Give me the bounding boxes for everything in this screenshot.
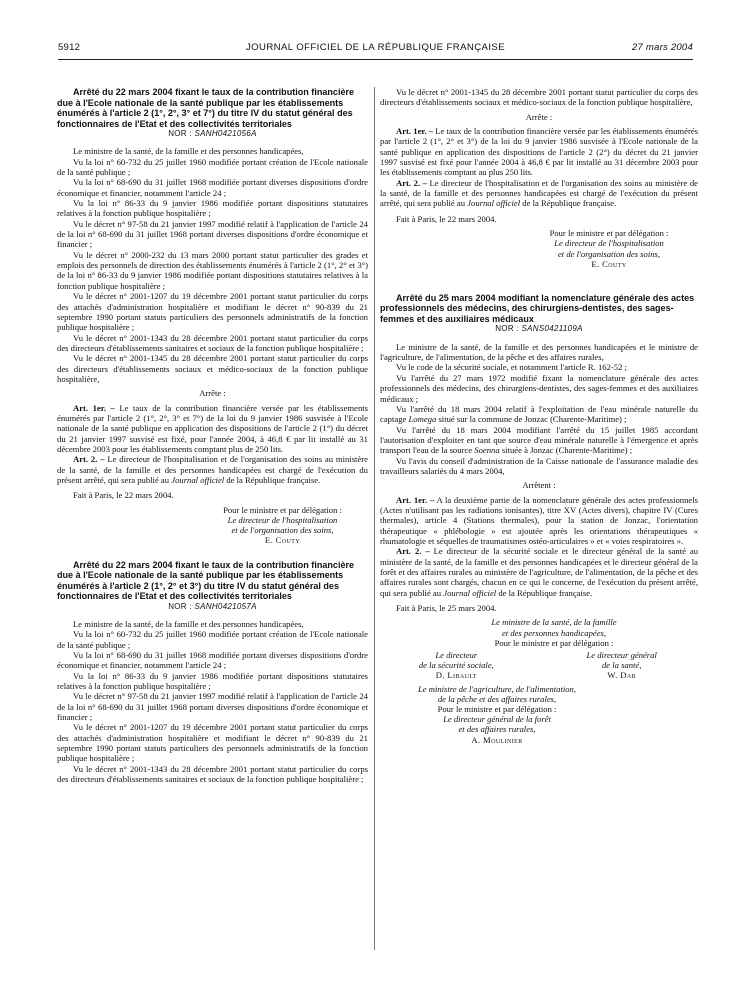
article-2 bbox=[57, 454, 368, 485]
nor-reference bbox=[57, 602, 368, 612]
decree-title: Arrêté du 22 mars 2004 fixant le taux de la contribution financière due à l'Ecole nationale de la santé publique par les établissements énumérés à l'article 2 (1°, 2° et 3°) du titre IV du statut général des fonctionnaires de l'Etat et des collectivités territoriales bbox=[57, 559, 355, 601]
article-text: de la République française. bbox=[498, 587, 593, 598]
visa-paragraph: Vu la loi n° 68-690 du 31 juillet 1968 modifiée portant diverses dispositions d'ordre économique et financier, notamment l'article 24 ; bbox=[57, 177, 368, 198]
article-text: Le taux de la contribution financière versée par les établissements énumérés par l'article 2 (1°, 2°, 3° et 7°) de la loi du 9 janvier 1986 susvisée à l'Ecole nationale de la santé publique en application des dispositions de l'article 2 (1°) du décret du 21 janvier 1997 susvisé est fixé, pour l'année 2004, à 46,8 € par lit installé au 31 décembre 2003 pour les établissements comptant plus de 250 lits. bbox=[57, 402, 369, 454]
signatory-name: E. Couty bbox=[591, 258, 627, 269]
page-header bbox=[58, 42, 693, 56]
article-1 bbox=[380, 495, 698, 547]
nor-label: NOR : bbox=[495, 324, 519, 334]
visa-paragraph: Vu la loi n° 86-33 du 9 janvier 1986 modifiée portant dispositions statutaires relatives à la fonction publique hospitalière ; bbox=[57, 198, 368, 219]
signature-function: et de l'organisation des soins, bbox=[557, 248, 661, 259]
article-label: Art. 1er. – bbox=[73, 402, 115, 413]
signature-function: Le directeur de l'hospitalisation bbox=[227, 514, 338, 525]
visa-paragraph: Le ministre de la santé, de la famille et des personnes handicapées, bbox=[73, 146, 304, 157]
visa-paragraph: Vu le décret n° 2001-1343 du 28 décembre 2001 portant statut particulier du corps des directeurs d'établissements sanitaires et sociaux de la fonction publique hospitalière ; bbox=[57, 332, 368, 353]
visa-text: Vu l'arrêté du 18 mars 2004 modifiant l'arrêté du 15 juillet 1985 accordant l'autorisation d'exploiter en tant que source d'eau minérale naturelle à l'émergence et après transport l'eau de la source bbox=[380, 424, 698, 456]
visa-paragraph: Vu le décret n° 2001-1207 du 19 décembre 2001 portant statut particulier du corps des attachés d'administration hospitalière et modifiant le décret n° 90-839 du 21 septembre 1990 portant statuts particuliers des personnels administratifs de la fonction publique hospitalière ; bbox=[57, 291, 368, 333]
arretent-heading: Arrêtent : bbox=[522, 480, 556, 491]
nor-label: NOR : bbox=[168, 601, 192, 611]
journal-officiel-ref: Journal officiel bbox=[171, 475, 225, 485]
signature-block bbox=[197, 505, 368, 546]
signature-delegation: Pour le ministre et par délégation : bbox=[549, 228, 669, 239]
signatory-name: A. Moulinier bbox=[471, 734, 523, 745]
nor-label: NOR : bbox=[168, 129, 192, 138]
decree-title: Arrêté du 22 mars 2004 fixant le taux de la contribution financière due à l'Ecole nationale de la santé publique par les établissements énumérés à l'article 2 (1°, 2°, 3° et 7°) du titre IV du statut général des fonctionnaires de l'Etat et des collectivités territoriales bbox=[57, 87, 355, 129]
article-text: Le directeur de l'hospitalisation et de l'organisation des soins au ministère de la santé, de la famille et des personnes handicapées est chargé de l'exécution du présent arrêté, qui sera publié au bbox=[380, 177, 698, 209]
signature-block bbox=[520, 228, 698, 269]
issue-date: 27 mars 2004 bbox=[631, 42, 693, 53]
signatory-name: W. Dab bbox=[607, 670, 636, 681]
decree-title: Arrêté du 25 mars 2004 modifiant la nomenclature générale des actes professionnels des médecins, des chirurgiens-dentistes, des sages-femmes et des auxiliaires médicaux bbox=[380, 292, 695, 324]
signature-ministry: de la pêche et des affaires rurales, bbox=[437, 693, 557, 704]
visa-paragraph: Vu le décret n° 97-58 du 21 janvier 1997 modifié relatif à l'application de l'article 24 de la loi n° 68-690 du 31 juillet 1968 portant diverses dispositions d'ordre économique et financier ; bbox=[57, 691, 368, 722]
date-place-line: Fait à Paris, le 22 mars 2004. bbox=[73, 490, 174, 501]
signature-left bbox=[380, 650, 533, 681]
visa-paragraph: Vu le décret n° 2000-232 du 13 mars 2000 portant statut particulier des grades et emplois des personnels de direction des établissements énumérés à l'article 2 (1°, 2° et 3°) de la loi n° 86-33 du 9 janvier 1986 modifiée portant dispositions statutaires relatives à la fonction publique hospitalière ; bbox=[57, 249, 368, 291]
arrete-sanh0421057a bbox=[57, 560, 368, 785]
signature-block-agriculture bbox=[380, 684, 698, 745]
date-place-line: Fait à Paris, le 25 mars 2004. bbox=[396, 603, 497, 614]
visa-paragraph: Vu l'avis du conseil d'administration de la Caisse nationale de l'assurance maladie des travailleurs salariés du 4 mars 2004, bbox=[380, 455, 698, 476]
article-text: A la deuxième partie de la nomenclature générale des actes professionnels (Actes n'utilisant pas les radiations ionisantes), titre XV (Actes divers), chapitre IV (Cures thermales), article 4 (Stations thermales), pour la station de Jonzac, l'orientation thérapeutique « phlébologie » est ajoutée après les orientations thérapeutiques « rhumatologie et séquelles de traumatismes ostéo-articulaires » et « voies respiratoires ». bbox=[380, 494, 698, 546]
signature-function: et des affaires rurales, bbox=[458, 724, 536, 735]
article-label: Art. 2. – bbox=[396, 177, 427, 188]
date-place-line: Fait à Paris, le 22 mars 2004. bbox=[396, 213, 497, 224]
article-text: de la République française. bbox=[522, 198, 617, 209]
nor-code: SANH0421057A bbox=[194, 601, 257, 611]
signature-ministry: Le ministre de la santé, de la famille bbox=[491, 617, 617, 628]
signature-function: Le directeur de l'hospitalisation bbox=[554, 238, 664, 249]
visa-paragraph: Vu la loi n° 86-33 du 9 janvier 1986 modifiée portant dispositions statutaires relatives à la fonction publique hospitalière ; bbox=[57, 670, 368, 691]
source-name: Soenna bbox=[474, 445, 500, 456]
visa-paragraph: Vu le décret n° 97-58 du 21 janvier 1997 modifié relatif à l'application de l'article 24 de la loi n° 68-690 du 31 juillet 1968 portant diverses dispositions d'ordre économique et financier ; bbox=[57, 218, 368, 250]
article-label: Art. 1er. – bbox=[396, 494, 435, 505]
article-text: Le directeur de l'hospitalisation et de l'organisation des soins au ministère de la santé, de la famille et des personnes handicapées est chargé de l'exécution du présent arrêté, qui sera publié au bbox=[57, 454, 368, 485]
journal-officiel-ref: Journal officiel bbox=[443, 587, 497, 598]
arrete-sans0421109a bbox=[380, 293, 698, 745]
signature-function: Le directeur général de la forêt bbox=[443, 714, 551, 725]
visa-paragraph: Vu le décret n° 2001-1207 du 19 décembre 2001 portant statut particulier du corps des attachés d'administration hospitalière et modifiant le décret n° 90-839 du 21 septembre 1990 portant statuts particuliers des personnels administratifs de la fonction publique hospitalière ; bbox=[57, 722, 368, 764]
article-label: Art. 2. – bbox=[73, 454, 105, 465]
captage-name: Lomega bbox=[408, 414, 437, 425]
visa-paragraph: Le ministre de la santé, de la famille et des personnes handicapées et le ministre de l'agriculture, de l'alimentation, de la pêche et des affaires rurales, bbox=[380, 341, 698, 363]
article-text: de la République française. bbox=[226, 475, 321, 485]
visa-paragraph: Vu le décret n° 2001-1343 du 28 décembre 2001 portant statut particulier du corps des directeurs d'établissements sanitaires et sociaux de la fonction publique hospitalière ; bbox=[57, 763, 368, 784]
article-label: Art. 1er. – bbox=[396, 126, 434, 137]
signature-delegation: Pour le ministre et par délégation : bbox=[437, 704, 557, 714]
signature-right bbox=[545, 650, 698, 681]
visa-paragraph: Vu la loi n° 60-732 du 25 juillet 1960 modifiée portant création de l'Ecole nationale de la santé publique ; bbox=[57, 629, 368, 650]
article-2 bbox=[380, 178, 698, 209]
signatory-name: E. Couty bbox=[264, 535, 301, 546]
visa-paragraph: Vu la loi n° 68-690 du 31 juillet 1968 modifiée portant diverses dispositions d'ordre économique et financier, notamment l'article 24 ; bbox=[57, 649, 368, 671]
arrete-sanh0421057a-continued bbox=[380, 87, 698, 269]
article-2 bbox=[380, 546, 698, 598]
visa-paragraph: Vu la loi n° 60-732 du 25 juillet 1960 modifiée portant création de l'Ecole nationale de la santé publique ; bbox=[57, 156, 368, 178]
signatory-name: D. Libault bbox=[435, 670, 477, 681]
visa-paragraph: Le ministre de la santé, de la famille et des personnes handicapées, bbox=[73, 618, 304, 629]
signature-function: de la santé, bbox=[601, 660, 642, 671]
article-1 bbox=[57, 403, 368, 455]
signature-pair bbox=[380, 650, 698, 681]
signature-ministry: Le ministre de l'agriculture, de l'alimentation, bbox=[418, 683, 576, 694]
signature-delegation: Pour le ministre et par délégation : bbox=[223, 504, 342, 515]
signature-delegation: Pour le ministre et par délégation : bbox=[494, 637, 614, 648]
arrete-heading: Arrête : bbox=[199, 388, 226, 399]
visa-paragraph: Vu le code de la sécurité sociale, et notamment l'article R. 162-52 ; bbox=[396, 362, 627, 373]
visa-paragraph: Vu le décret n° 2001-1345 du 28 décembre 2001 portant statut particulier du corps des directeurs d'établissements sociaux et médico-sociaux de la fonction publique hospitalière, bbox=[57, 353, 368, 384]
visa-text: située à Jonzac (Charente-Maritime) ; bbox=[501, 445, 633, 456]
article-text: Le directeur de la sécurité sociale et le directeur général de la santé au ministère de la santé, de la famille et des personnes handicapées et le directeur général de la forêt et des affaires rurales au ministère de l'agriculture, de l'alimentation, de la pêche et des affaires rurales sont chargés, chacun en ce qui le concerne, de l'exécution du présent arrêté, qui sera publié au bbox=[380, 546, 699, 598]
journal-title: JOURNAL OFFICIEL DE LA RÉPUBLIQUE FRANÇAISE bbox=[245, 42, 506, 53]
signature-block-sante bbox=[410, 617, 698, 648]
nor-code: SANS0421109A bbox=[521, 324, 583, 334]
visa-text: situé sur la commune de Jonzac (Charente-Maritime) ; bbox=[438, 414, 627, 425]
journal-officiel-ref: Journal officiel bbox=[467, 198, 521, 209]
header-rule bbox=[58, 59, 693, 60]
nor-reference bbox=[57, 129, 368, 139]
article-text: Le taux de la contribution financière versée par les établissements énumérés par l'article 2 (1°, 2° et 3°) de la loi du 9 janvier 1986 susvisée à l'Ecole nationale de la santé publique en application des dispositions de l'article 2 (2°) du décret du 21 janvier 1997 susvisé est fixé pour l'année 2004 à 46,8 € par lit installé au 31 décembre 2003 pour les établissements comptant au plus 250 lits. bbox=[380, 126, 698, 178]
visa-paragraph bbox=[380, 404, 698, 425]
article-label: Art. 2. – bbox=[396, 546, 430, 557]
visa-paragraph bbox=[380, 425, 698, 456]
nor-reference bbox=[380, 324, 698, 334]
signature-function: de la sécurité sociale, bbox=[418, 660, 494, 671]
arrete-sanh0421056a bbox=[57, 87, 368, 546]
article-1 bbox=[380, 126, 698, 178]
visa-text: Vu l'arrêté du 18 mars 2004 relatif à l'exploitation de l'eau minérale naturelle du captage bbox=[380, 403, 698, 425]
arrete-heading: Arrête : bbox=[525, 111, 553, 122]
signature-function: Le directeur bbox=[435, 649, 478, 660]
visa-paragraph: Vu l'arrêté du 27 mars 1972 modifié fixant la nomenclature générale des actes professionnels des médecins, des chirurgiens-dentistes, des sages-femmes et des auxiliaires médicaux ; bbox=[380, 372, 698, 404]
column-separator bbox=[374, 87, 375, 950]
page-number: 5912 bbox=[58, 42, 81, 53]
right-column bbox=[380, 87, 698, 745]
signature-function: Le directeur général bbox=[586, 649, 657, 660]
visa-paragraph: Vu le décret n° 2001-1345 du 28 décembre 2001 portant statut particulier du corps des directeurs d'établissements sociaux et médico-sociaux de la fonction publique hospitalière, bbox=[380, 87, 698, 108]
signature-ministry: et des personnes handicapées, bbox=[501, 627, 607, 638]
nor-code: SANH0421056A bbox=[194, 129, 257, 138]
signature-function: et de l'organisation des soins, bbox=[231, 525, 334, 536]
left-column bbox=[57, 87, 368, 784]
